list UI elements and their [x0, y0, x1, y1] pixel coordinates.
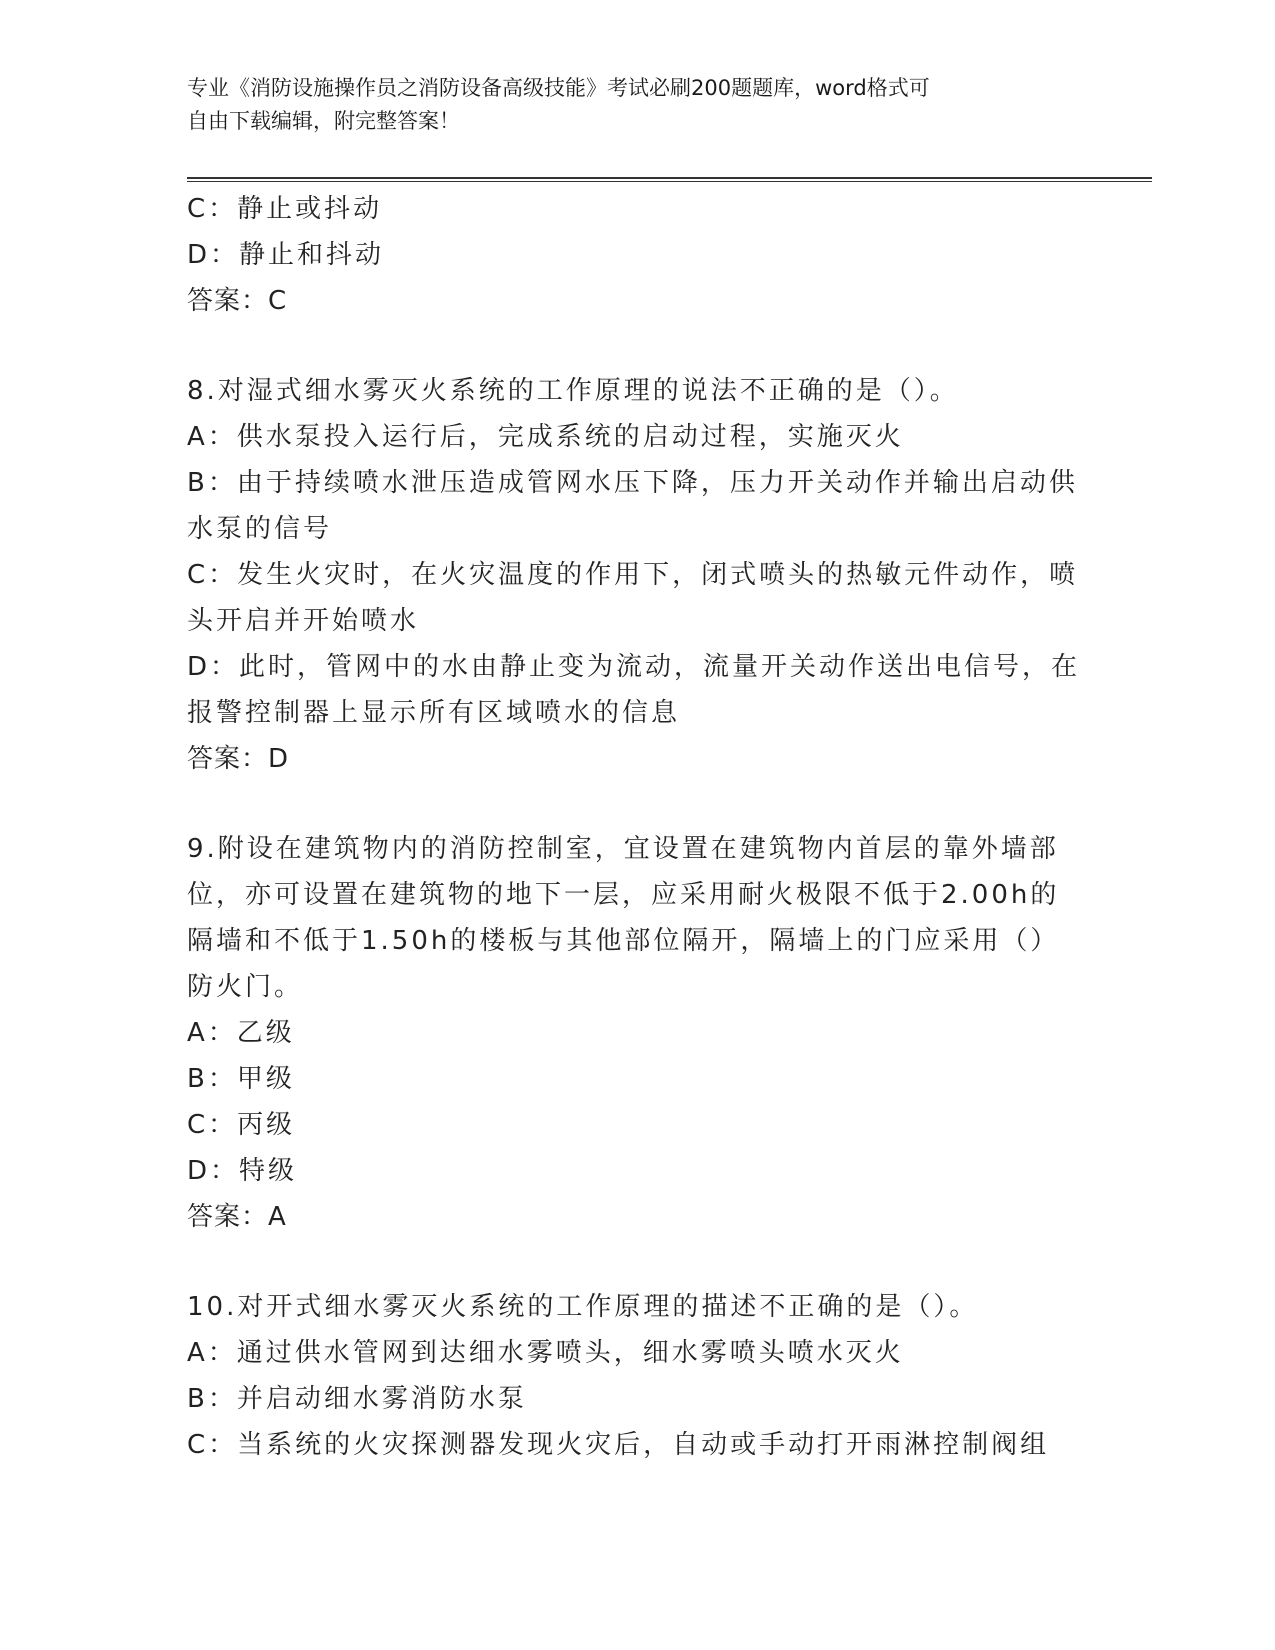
option-d: D：特级: [187, 1156, 298, 1186]
question-stem-line-2: 位，亦可设置在建筑物的地下一层，应采用耐火极限不低于2.00h的: [187, 880, 1060, 910]
option-c: C：当系统的火灾探测器发现火灾后，自动或手动打开雨淋控制阀组: [187, 1430, 1050, 1460]
header-title-line-2: 自由下载编辑，附完整答案！: [187, 109, 460, 133]
question-content: [187, 186, 1087, 1468]
spacer: [187, 324, 1087, 368]
option-d-line-2: 报警控制器上显示所有区域喷水的信息: [187, 698, 681, 728]
header-title-line-1: 专业《消防设施操作员之消防设备高级技能》考试必刷200题题库，word格式可: [187, 76, 930, 100]
spacer: [187, 1240, 1087, 1284]
option-d: D：静止和抖动: [187, 240, 385, 270]
question-stem-line-3: 隔墙和不低于1.50h的楼板与其他部位隔开，隔墙上的门应采用（）: [187, 926, 1060, 956]
option-b: B：并启动细水雾消防水泵: [187, 1384, 527, 1414]
option-c-line-1: C：发生火灾时，在火灾温度的作用下，闭式喷头的热敏元件动作，喷: [187, 560, 1079, 590]
option-c: C：丙级: [187, 1110, 296, 1140]
spacer: [187, 782, 1087, 826]
question-10: [187, 1284, 1087, 1468]
option-d-line-1: D：此时，管网中的水由静止变为流动，流量开关动作送出电信号，在: [187, 652, 1081, 682]
question-stem: 10.对开式细水雾灭火系统的工作原理的描述不正确的是（）。: [187, 1292, 979, 1322]
question-stem-line-4: 防火门。: [187, 972, 304, 1002]
question-7-tail: [187, 186, 1087, 324]
answer: 答案：C: [187, 286, 288, 316]
option-c: C：静止或抖动: [187, 194, 383, 224]
header-divider: [187, 177, 1152, 182]
option-c-line-2: 头开启并开始喷水: [187, 606, 420, 636]
answer: 答案：D: [187, 744, 290, 774]
question-stem-line-1: 9.附设在建筑物内的消防控制室，宜设置在建筑物内首层的靠外墙部: [187, 834, 1059, 864]
question-9: [187, 826, 1087, 1240]
option-b-line-2: 水泵的信号: [187, 514, 333, 544]
option-a: A：通过供水管网到达细水雾喷头，细水雾喷头喷水灭火: [187, 1338, 904, 1368]
answer: 答案：A: [187, 1202, 287, 1232]
option-b-line-1: B：由于持续喷水泄压造成管网水压下降，压力开关动作并输出启动供: [187, 468, 1078, 498]
document-header: [187, 72, 1067, 138]
option-b: B：甲级: [187, 1064, 295, 1094]
question-stem: 8.对湿式细水雾灭火系统的工作原理的说法不正确的是（）。: [187, 376, 959, 406]
question-8: [187, 368, 1087, 782]
option-a: A：供水泵投入运行后，完成系统的启动过程，实施灭火: [187, 422, 904, 452]
option-a: A：乙级: [187, 1018, 295, 1048]
